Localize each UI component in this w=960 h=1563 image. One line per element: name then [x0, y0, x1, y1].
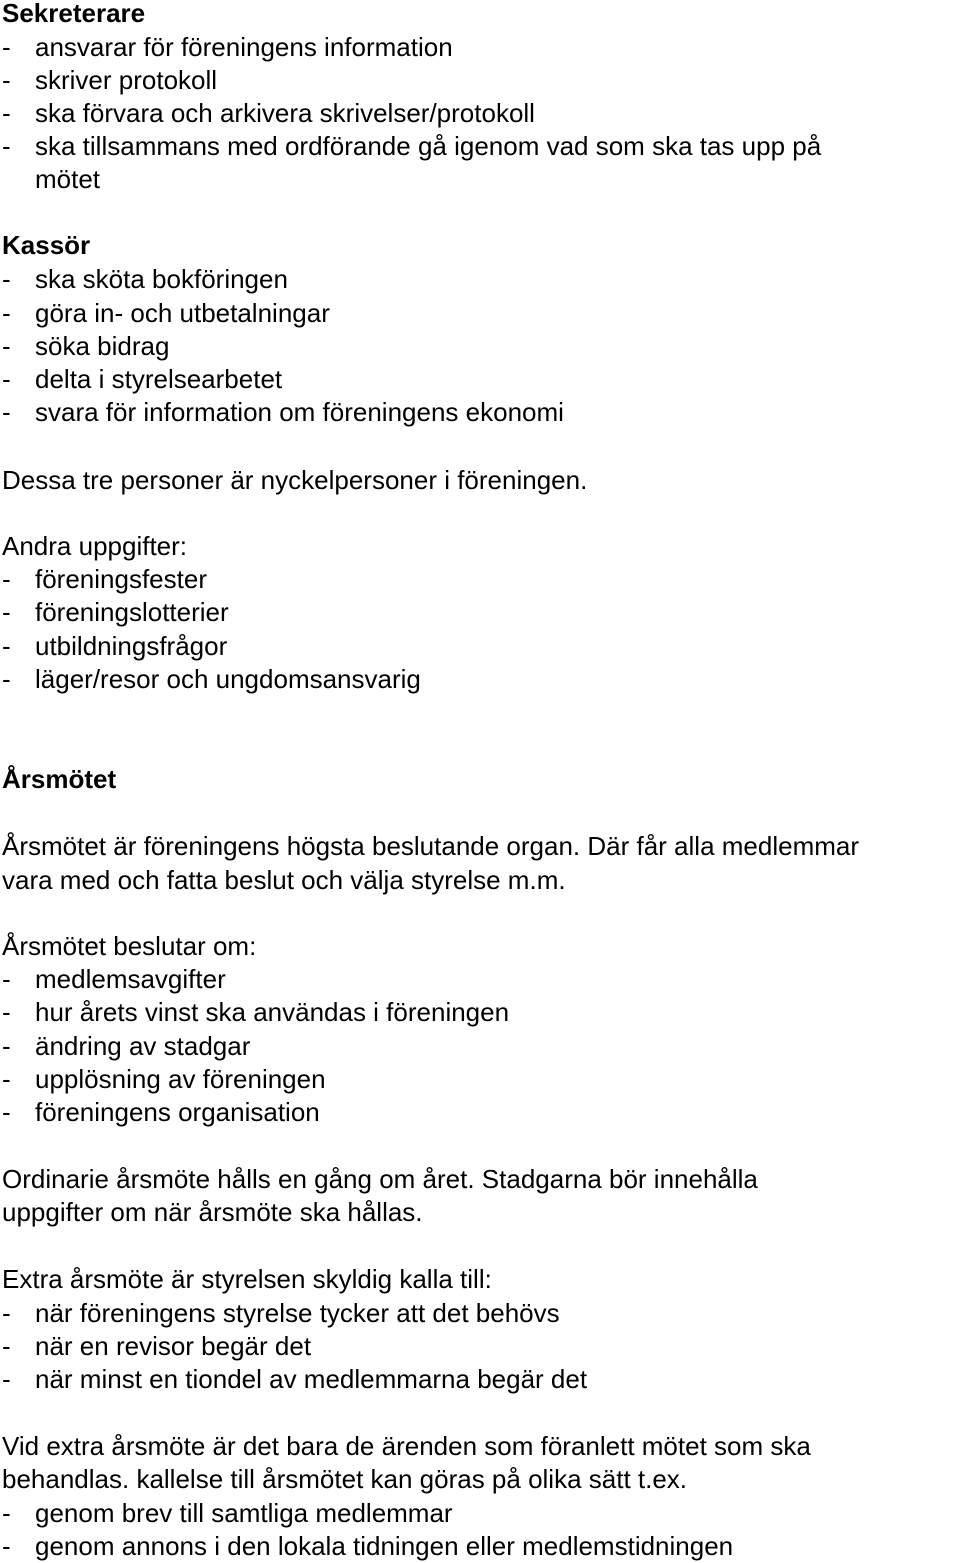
paragraph-line: Årsmötet är föreningens högsta beslutande organ. Där får alla medlemmar — [2, 831, 859, 861]
list-item: när en revisor begär det — [35, 1331, 312, 1361]
heading-extra-arsmote: Extra årsmöte är styrelsen skyldig kalla till: — [2, 1264, 492, 1294]
list-item: delta i styrelsearbetet — [35, 364, 283, 394]
heading-kassor: Kassör — [2, 230, 91, 260]
list-item: ska förvara och arkivera skrivelser/protokoll — [35, 98, 535, 128]
list-dash: - — [2, 1097, 11, 1127]
list-dash: - — [2, 98, 11, 128]
list-item: föreningslotterier — [35, 597, 229, 627]
list-item: när föreningens styrelse tycker att det behövs — [35, 1298, 560, 1328]
list-item: föreningens organisation — [35, 1097, 320, 1127]
list-dash: - — [2, 264, 11, 294]
list-dash: - — [2, 1331, 11, 1361]
paragraph-line: behandlas. kallelse till årsmötet kan göras på olika sätt t.ex. — [2, 1464, 688, 1494]
list-dash: - — [2, 1031, 11, 1061]
list-dash: - — [2, 32, 11, 62]
list-dash: - — [2, 298, 11, 328]
paragraph-line: Vid extra årsmöte är det bara de ärenden som föranlett mötet som ska — [2, 1431, 811, 1461]
list-item: ska tillsammans med ordförande gå igenom vad som ska tas upp på — [35, 131, 822, 161]
paragraph-line: uppgifter om när årsmöte ska hållas. — [2, 1197, 423, 1227]
list-dash: - — [2, 1498, 11, 1528]
list-item: utbildningsfrågor — [35, 631, 228, 661]
list-item: söka bidrag — [35, 331, 170, 361]
list-item: medlemsavgifter — [35, 964, 226, 994]
list-item-continuation: mötet — [35, 164, 101, 194]
list-item: upplösning av föreningen — [35, 1064, 326, 1094]
list-dash: - — [2, 664, 11, 694]
paragraph-line: Ordinarie årsmöte hålls en gång om året. Stadgarna bör innehålla — [2, 1164, 758, 1194]
paragraph-nyckelpersoner: Dessa tre personer är nyckelpersoner i föreningen. — [2, 465, 588, 495]
list-item: läger/resor och ungdomsansvarig — [35, 664, 421, 694]
list-dash: - — [2, 331, 11, 361]
list-dash: - — [2, 1531, 11, 1561]
list-item: när minst en tiondel av medlemmarna begär det — [35, 1364, 588, 1394]
paragraph-line: vara med och fatta beslut och välja styrelse m.m. — [2, 865, 566, 895]
list-dash: - — [2, 997, 11, 1027]
list-item: ska sköta bokföringen — [35, 264, 288, 294]
list-dash: - — [2, 1364, 11, 1394]
list-item: skriver protokoll — [35, 65, 218, 95]
heading-beslutar: Årsmötet beslutar om: — [2, 931, 257, 961]
list-item: hur årets vinst ska användas i föreningen — [35, 997, 510, 1027]
list-dash: - — [2, 364, 11, 394]
heading-andra-uppgifter: Andra uppgifter: — [2, 531, 188, 561]
list-dash: - — [2, 597, 11, 627]
list-dash: - — [2, 1298, 11, 1328]
list-dash: - — [2, 65, 11, 95]
list-dash: - — [2, 631, 11, 661]
list-item: göra in- och utbetalningar — [35, 298, 330, 328]
list-dash: - — [2, 1064, 11, 1094]
list-item: genom brev till samtliga medlemmar — [35, 1498, 453, 1528]
list-item: ändring av stadgar — [35, 1031, 251, 1061]
list-item: föreningsfester — [35, 564, 207, 594]
heading-arsmotet: Årsmötet — [2, 764, 117, 794]
list-dash: - — [2, 131, 11, 161]
list-item: ansvarar för föreningens information — [35, 32, 453, 62]
heading-sekreterare: Sekreterare — [2, 0, 146, 28]
list-item: genom annons i den lokala tidningen eller medlemstidningen — [35, 1531, 734, 1561]
list-item: svara för information om föreningens ekonomi — [35, 397, 564, 427]
list-dash: - — [2, 564, 11, 594]
list-dash: - — [2, 397, 11, 427]
list-dash: - — [2, 964, 11, 994]
